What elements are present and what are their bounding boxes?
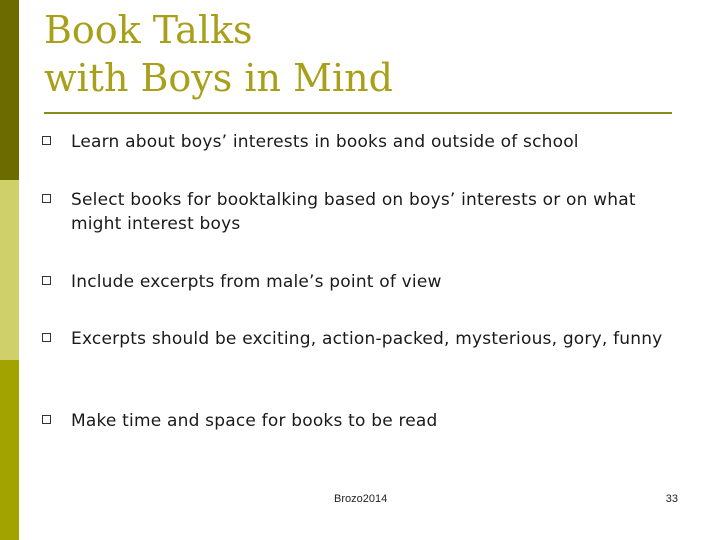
slide-title	[44, 6, 684, 102]
hollow-square-bullet-icon	[42, 276, 51, 285]
hollow-square-bullet-icon	[42, 415, 51, 424]
side-bar-middle	[0, 180, 19, 360]
bullet-text: Include excerpts from male’s point of view	[71, 272, 442, 292]
side-bar-top	[0, 0, 19, 180]
bullet-text: Make time and space for books to be read	[71, 411, 438, 431]
footer-credit: Brozo2014	[334, 493, 388, 505]
hollow-square-bullet-icon	[42, 333, 51, 342]
title-line-1: Book Talks	[44, 8, 253, 52]
title-divider	[44, 112, 672, 114]
bullet-text: Learn about boys’ interests in books and outside of school	[71, 132, 579, 152]
hollow-square-bullet-icon	[42, 136, 51, 145]
hollow-square-bullet-icon	[42, 194, 51, 203]
bullet-text: Excerpts should be exciting, action-packed, mysterious, gory, funny	[71, 329, 663, 349]
side-bar-bottom	[0, 360, 19, 540]
title-line-2: with Boys in Mind	[44, 56, 393, 100]
bullet-text: Select books for booktalking based on boys’ interests or on what might interest boys	[71, 190, 636, 234]
page-number: 33	[665, 493, 678, 505]
